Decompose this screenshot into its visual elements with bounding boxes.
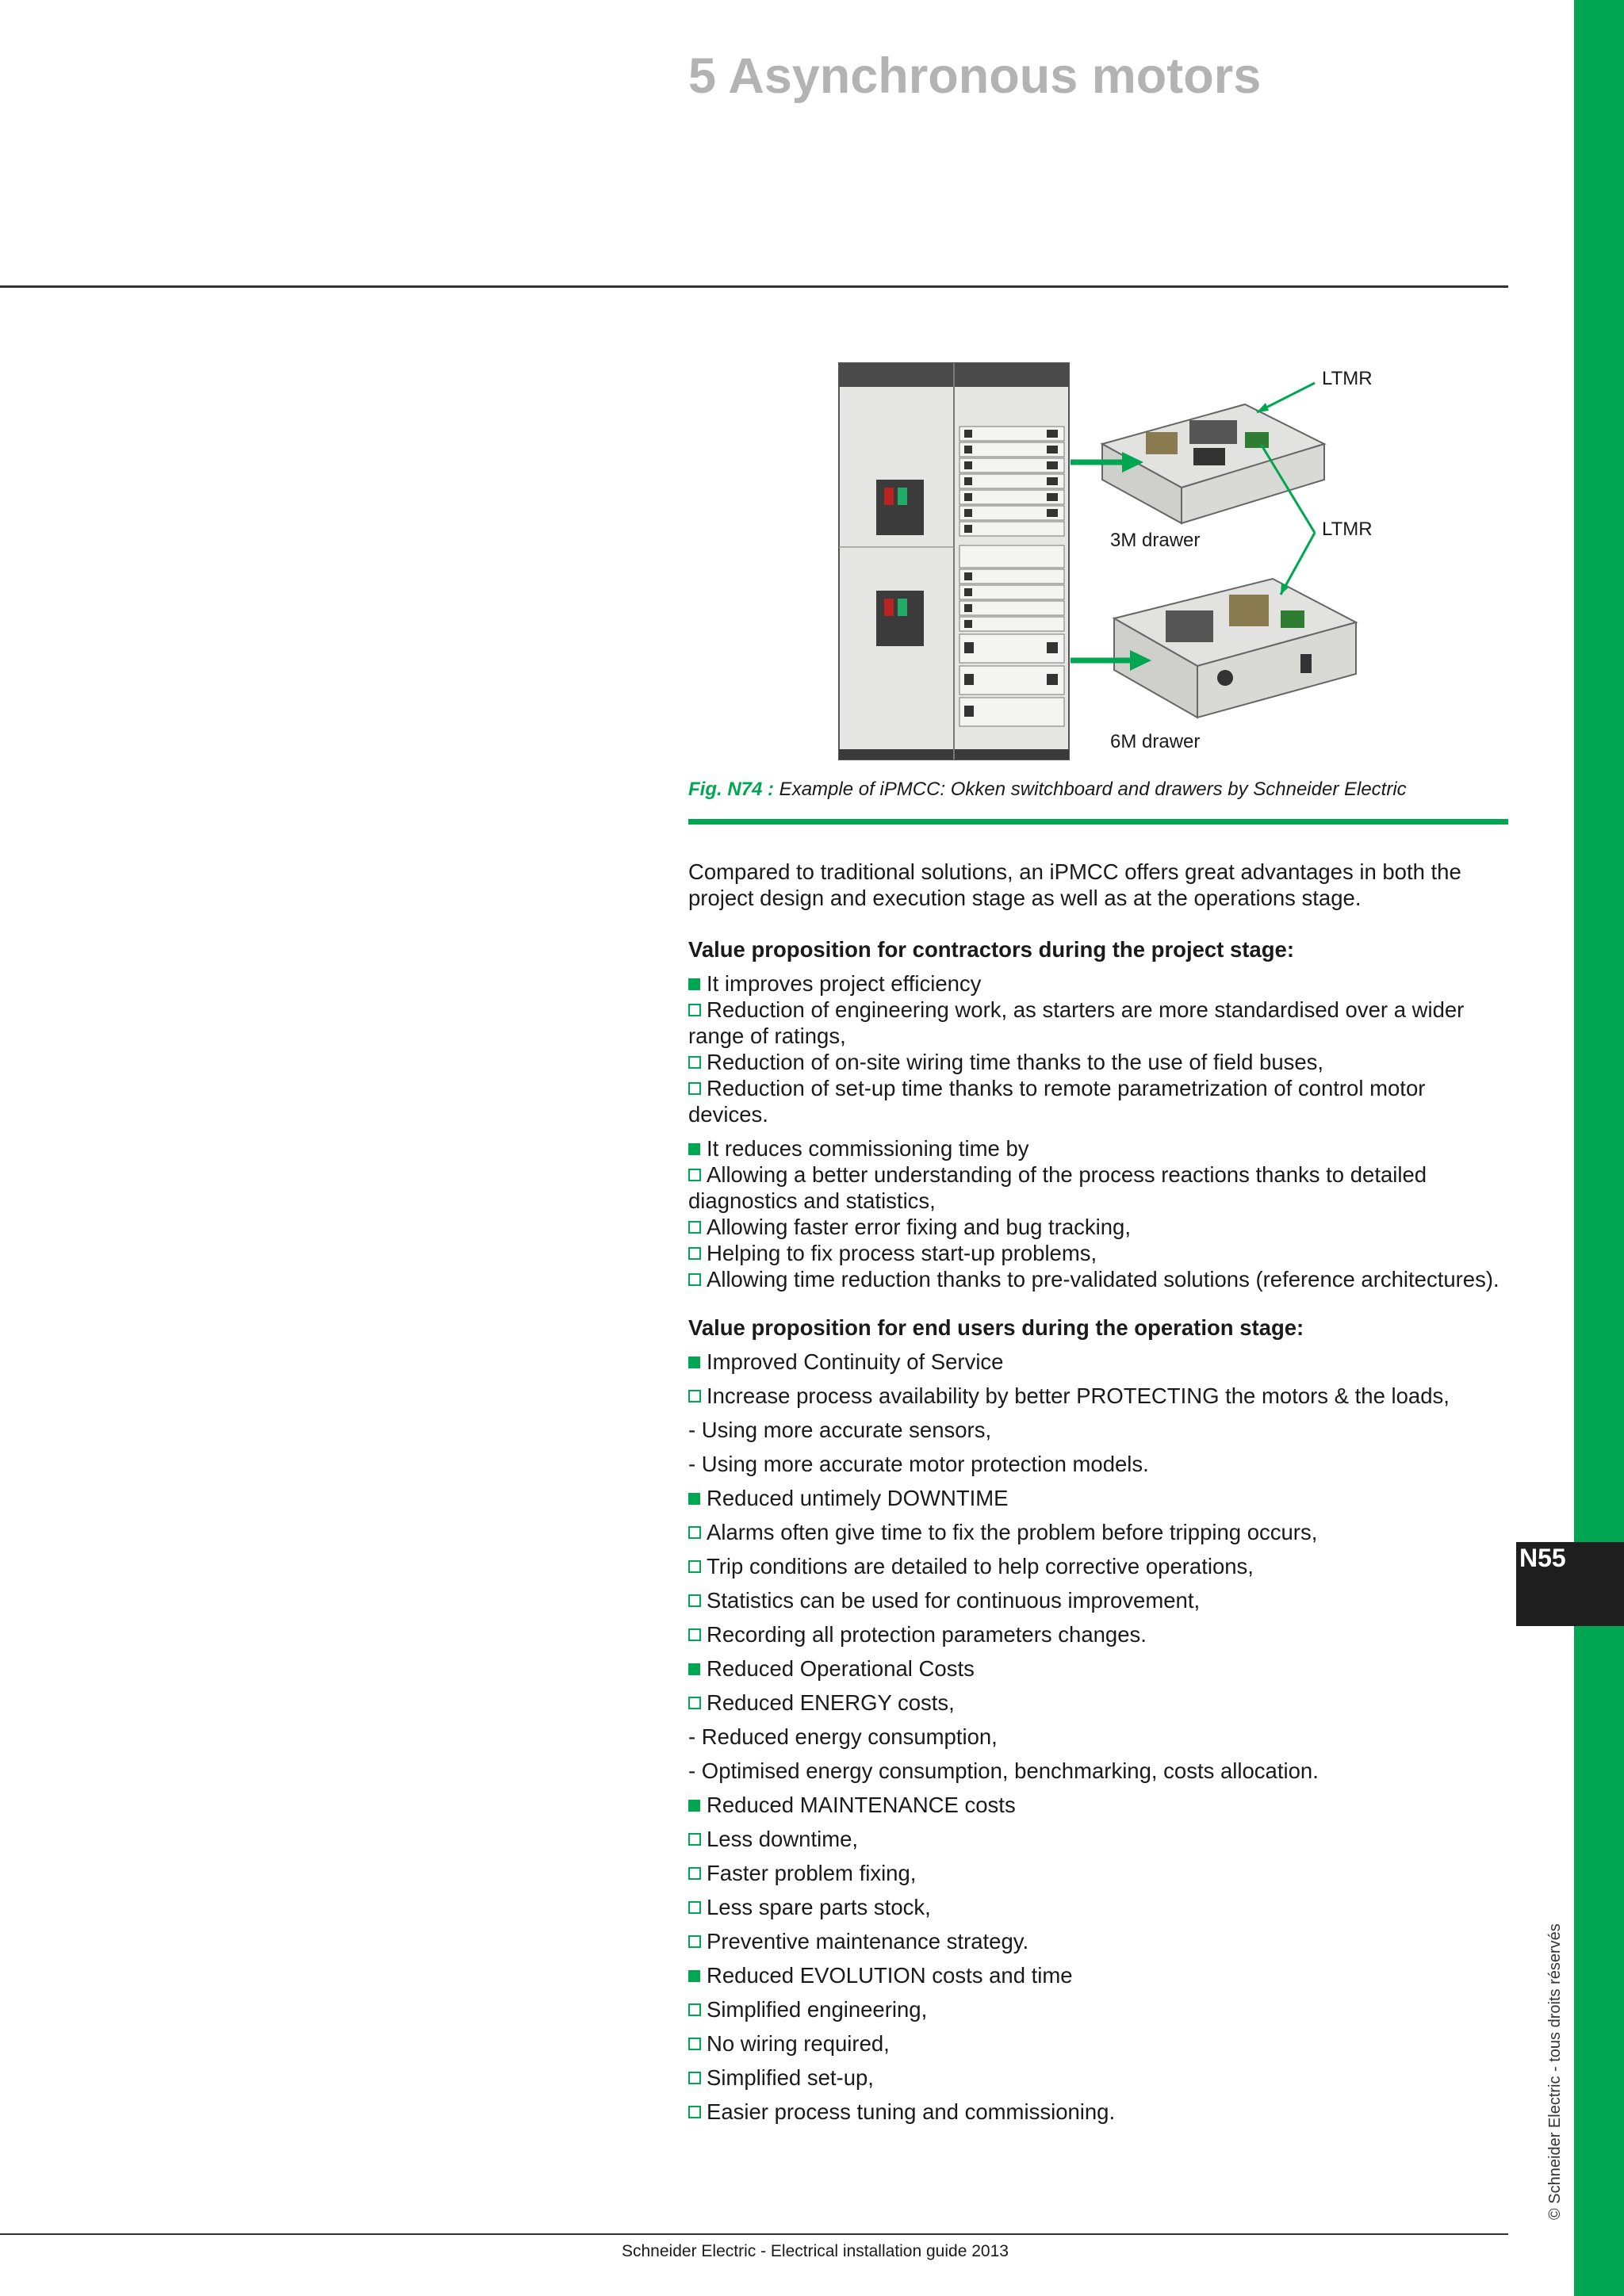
footer-text: Schneider Electric - Electrical installation guide 2013 xyxy=(622,2242,1009,2260)
list-item: Faster problem fixing, xyxy=(688,1860,1508,1886)
intro-paragraph: Compared to traditional solutions, an iPMCC offers great advantages in both the project design and execution stage as well as at the operations stage. xyxy=(688,859,1461,910)
section-end-users xyxy=(688,1314,1508,2125)
list-item: - Optimised energy consumption, benchmarking, costs allocation. xyxy=(688,1758,1319,1783)
open-square-bullet-icon xyxy=(688,1935,701,1948)
open-square-bullet-icon xyxy=(688,1273,701,1286)
open-square-bullet-icon xyxy=(688,1594,701,1607)
list-item: - Using more accurate motor protection models. xyxy=(688,1452,1149,1476)
list-item: No wiring required, xyxy=(688,2030,1508,2057)
open-square-bullet-icon xyxy=(688,2038,701,2050)
open-square-bullet-icon xyxy=(688,1169,701,1181)
list-group-commissioning xyxy=(688,1135,1508,1292)
list-item: Statistics can be used for continuous improvement, xyxy=(688,1587,1508,1613)
open-square-bullet-icon xyxy=(688,1056,701,1069)
open-square-bullet-icon xyxy=(688,2003,701,2016)
filled-square-bullet-icon xyxy=(688,1493,700,1505)
filled-square-bullet-icon xyxy=(688,1800,700,1812)
body-text xyxy=(688,859,1508,2133)
list-item: Reduction of set-up time thanks to remote parametrization of control motor devices. xyxy=(688,1076,1426,1127)
page-number-tab xyxy=(1516,1542,1624,1626)
filled-square-bullet-icon xyxy=(688,1143,700,1155)
open-square-bullet-icon xyxy=(688,1390,701,1402)
filled-square-bullet-icon xyxy=(688,1970,700,1982)
filled-square-bullet-icon xyxy=(688,978,700,990)
open-square-bullet-icon xyxy=(688,2106,701,2118)
open-square-bullet-icon xyxy=(688,1697,701,1709)
list-item: Trip conditions are detailed to help corrective operations, xyxy=(688,1553,1508,1579)
open-square-bullet-icon xyxy=(688,2072,701,2084)
list-item: - Reduced energy consumption, xyxy=(688,1724,998,1749)
list-item: Improved Continuity of Service xyxy=(688,1349,1508,1375)
list-item: Increase process availability by better PROTECTING the motors & the loads, xyxy=(688,1383,1508,1409)
footer-divider xyxy=(0,2233,1508,2235)
figure-ref: Fig. N74 : xyxy=(688,779,775,800)
open-square-bullet-icon xyxy=(688,1867,701,1880)
list-item: Recording all protection parameters changes. xyxy=(688,1621,1508,1647)
list-group-efficiency xyxy=(688,970,1508,1127)
copyright-notice: © Schneider Electric - tous droits réservés xyxy=(1546,1923,1564,2220)
open-square-bullet-icon xyxy=(688,1628,701,1641)
open-square-bullet-icon xyxy=(688,1004,701,1016)
open-square-bullet-icon xyxy=(688,1901,701,1914)
list-item: Helping to fix process start-up problems, xyxy=(688,1240,1508,1266)
section-heading-end-users: Value proposition for end users during the operation stage: xyxy=(688,1315,1304,1340)
label-3m-drawer: 3M drawer xyxy=(1110,530,1201,551)
page-number: N55 xyxy=(1519,1544,1566,1572)
header-divider xyxy=(0,285,1508,288)
open-square-bullet-icon xyxy=(688,1560,701,1573)
list-item: Reduced untimely DOWNTIME xyxy=(688,1485,1508,1511)
open-square-bullet-icon xyxy=(688,1526,701,1539)
figure-caption xyxy=(688,779,1407,801)
filled-square-bullet-icon xyxy=(688,1357,700,1368)
list-item: It improves project efficiency xyxy=(688,970,1508,997)
filled-square-bullet-icon xyxy=(688,1663,700,1675)
list-item: Preventive maintenance strategy. xyxy=(688,1928,1508,1954)
section-heading-contractors: Value proposition for contractors during the project stage: xyxy=(688,937,1294,962)
chapter-title: 5 Asynchronous motors xyxy=(688,48,1262,104)
label-ltmr-top: LTMR xyxy=(1322,368,1373,389)
list-item: Less downtime, xyxy=(688,1826,1508,1852)
list-item: Simplified set-up, xyxy=(688,2064,1508,2091)
list-item: Reduced ENERGY costs, xyxy=(688,1689,1508,1716)
list-item: Reduced EVOLUTION costs and time xyxy=(688,1962,1508,1988)
open-square-bullet-icon xyxy=(688,1833,701,1846)
list-item: Allowing faster error fixing and bug tracking, xyxy=(688,1214,1508,1240)
open-square-bullet-icon xyxy=(688,1221,701,1234)
list-item: Reduction of engineering work, as starters are more standardised over a wider range of ratings, xyxy=(688,997,1465,1048)
open-square-bullet-icon xyxy=(688,1247,701,1260)
list-item: Easier process tuning and commissioning. xyxy=(688,2099,1508,2125)
list-item: Reduction of on-site wiring time thanks to the use of field buses, xyxy=(688,1049,1508,1075)
list-item: Alarms often give time to fix the problem before tripping occurs, xyxy=(688,1519,1508,1545)
open-square-bullet-icon xyxy=(688,1082,701,1095)
label-ltmr-middle: LTMR xyxy=(1322,519,1373,540)
list-item: Allowing time reduction thanks to pre-validated solutions (reference architectures). xyxy=(688,1266,1508,1292)
list-item: Less spare parts stock, xyxy=(688,1894,1508,1920)
switchboard-illustration xyxy=(833,357,1388,761)
figure-caption-text: Example of iPMCC: Okken switchboard and drawers by Schneider Electric xyxy=(774,779,1407,800)
label-6m-drawer: 6M drawer xyxy=(1110,731,1201,752)
list-item: It reduces commissioning time by xyxy=(688,1135,1508,1161)
figure-okken-switchboard xyxy=(833,357,1388,761)
list-item: - Using more accurate sensors, xyxy=(688,1418,992,1442)
list-item: Reduced Operational Costs xyxy=(688,1655,1508,1682)
list-item: Reduced MAINTENANCE costs xyxy=(688,1792,1508,1818)
list-item: Simplified engineering, xyxy=(688,1996,1508,2022)
caption-divider xyxy=(688,819,1508,825)
list-item: Allowing a better understanding of the process reactions thanks to detailed diagnostics and statistics, xyxy=(688,1162,1427,1213)
side-accent-bar xyxy=(1574,0,1624,2296)
